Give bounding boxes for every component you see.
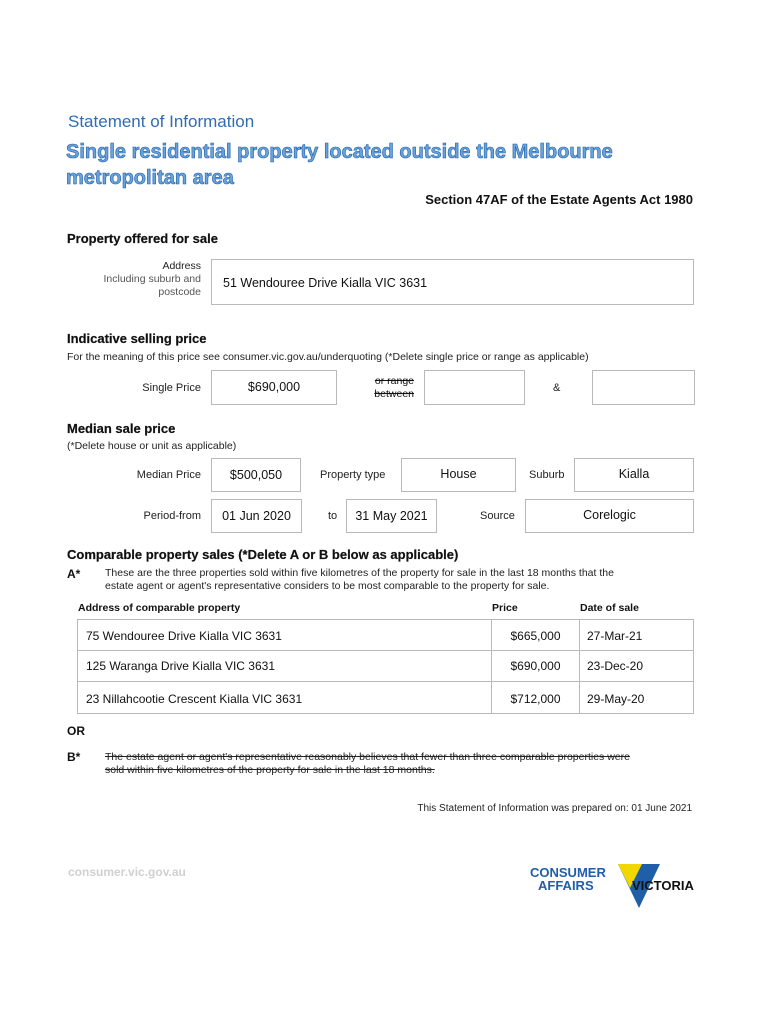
suburb-label: Suburb (529, 469, 565, 481)
row-price: $690,000 (510, 659, 561, 673)
row-address: 75 Wendouree Drive Kialla VIC 3631 (86, 629, 282, 643)
suburb-field[interactable] (574, 458, 694, 492)
address-label-line2: Including suburb and (103, 273, 201, 285)
page-title (66, 139, 686, 191)
page-title-line1: Single residential property located outside the Melbourne (66, 141, 613, 163)
address-label-line3: postcode (158, 286, 201, 298)
address-label-line1: Address (162, 260, 201, 272)
page-title-line2: metropolitan area (66, 167, 234, 189)
median-price-field[interactable] (211, 458, 301, 492)
row-date: 29-May-20 (587, 692, 645, 706)
period-to-value: 31 May 2021 (355, 509, 428, 523)
property-type-field[interactable] (401, 458, 516, 492)
single-price-value: $690,000 (247, 380, 301, 394)
row-address: 125 Waranga Drive Kialla VIC 3631 (86, 659, 275, 673)
indicative-heading: Indicative selling price (67, 331, 207, 346)
option-b-marker: B* (67, 750, 81, 764)
median-heading: Median sale price (67, 421, 176, 436)
row-price: $665,000 (510, 629, 561, 643)
period-from-value: 01 Jun 2020 (222, 509, 291, 523)
or-range-line1: or range (374, 375, 414, 387)
range-from-field[interactable] (424, 370, 525, 405)
option-a-text-line2: estate agent or agent's representative considers to be most comparable to the property for sale. (105, 580, 550, 592)
option-a-marker: A* (67, 567, 81, 581)
option-a-text (105, 567, 695, 593)
to-label: to (328, 510, 338, 522)
property-heading: Property offered for sale (67, 231, 218, 246)
ampersand-label: & (553, 382, 561, 394)
single-price-label: Single Price (142, 382, 201, 394)
col-header-address: Address of comparable property (78, 602, 241, 614)
logo-line3: VICTORIA (632, 878, 694, 893)
period-from-label: Period-from (143, 510, 201, 522)
row-date: 27-Mar-21 (587, 629, 643, 643)
row-address: 23 Nillahcootie Crescent Kialla VIC 3631 (86, 692, 303, 706)
option-b-text (105, 751, 695, 777)
address-field[interactable] (211, 259, 694, 305)
row-price: $712,000 (510, 692, 561, 706)
consumer-affairs-victoria-logo (530, 862, 700, 910)
col-header-date: Date of sale (580, 602, 639, 614)
option-a-text-line1: These are the three properties sold within five kilometres of the property for sale in the last 18 months that the (105, 567, 614, 579)
property-type-label: Property type (320, 469, 386, 481)
suburb-value: Kialla (618, 467, 650, 481)
period-to-field[interactable] (346, 499, 437, 533)
logo-line2: AFFAIRS (538, 878, 594, 893)
option-b-text-line1: The estate agent or agent's representative reasonably believes that fewer than three comparable properties were (105, 751, 630, 763)
median-note: (*Delete house or unit as applicable) (67, 440, 237, 452)
address-value: 51 Wendouree Drive Kialla VIC 3631 (223, 276, 428, 290)
section-reference: Section 47AF of the Estate Agents Act 1980 (425, 192, 693, 207)
source-value: Corelogic (583, 508, 636, 522)
logo-line1: CONSUMER (530, 865, 606, 880)
range-to-field[interactable] (592, 370, 695, 405)
indicative-note: For the meaning of this price see consumer.vic.gov.au/underquoting (*Delete single price or range as applicable) (67, 351, 589, 363)
median-price-value: $500,050 (229, 468, 283, 482)
or-range-label (346, 375, 414, 401)
single-price-field[interactable] (211, 370, 337, 405)
statement-title: Statement of Information (68, 112, 255, 131)
period-from-field[interactable] (211, 499, 302, 533)
property-type-value: House (440, 467, 477, 481)
option-b-text-line2: sold within five kilometres of the property for sale in the last 18 months. (105, 764, 435, 776)
comparable-heading: Comparable property sales (*Delete A or B below as applicable) (67, 547, 459, 562)
col-header-price: Price (492, 602, 518, 614)
prepared-date: This Statement of Information was prepared on: 01 June 2021 (417, 803, 692, 814)
or-range-line2: between (374, 388, 414, 400)
or-label: OR (67, 724, 85, 738)
median-price-label: Median Price (136, 469, 201, 481)
address-label (70, 260, 201, 299)
source-label: Source (480, 510, 515, 522)
row-date: 23-Dec-20 (587, 659, 644, 673)
source-field[interactable] (525, 499, 694, 533)
footer-url[interactable]: consumer.vic.gov.au (68, 865, 186, 879)
